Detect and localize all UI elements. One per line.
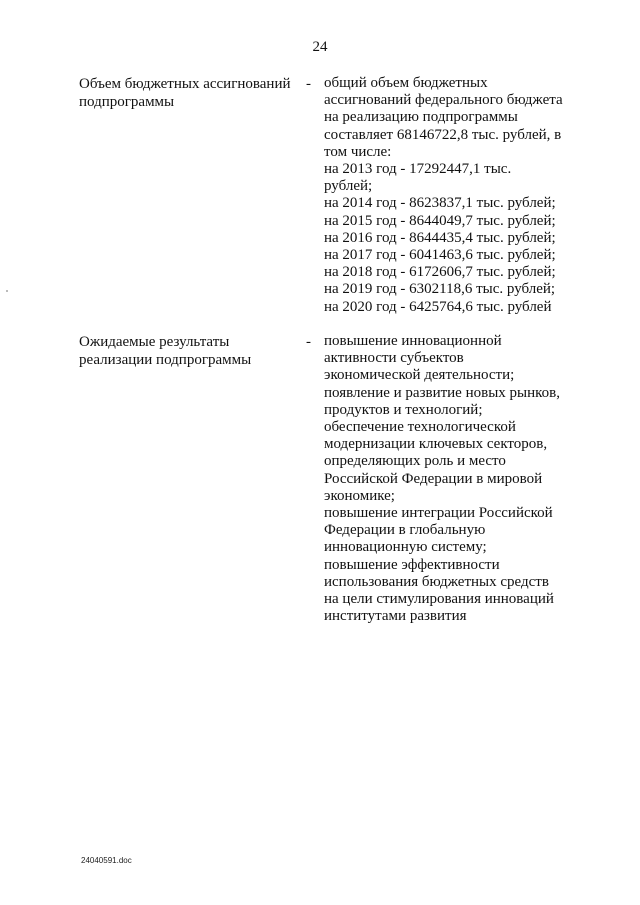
results-line: продуктов и технологий; [324, 401, 483, 418]
results-label [79, 333, 299, 369]
results-line: инновационную систему; [324, 539, 487, 556]
budget-line: рублей; [324, 178, 373, 195]
page-number: 24 [312, 39, 328, 55]
results-label-line: реализации подпрограммы [79, 352, 252, 368]
document-code: 24040591.doc [81, 856, 132, 865]
budget-line: на 2020 год - 6425764,6 тыс. рублей [324, 298, 552, 315]
results-line: повышение интеграции Российской [324, 505, 553, 522]
budget-line: том числе: [324, 143, 392, 160]
budget-line: на 2013 год - 17292447,1 тыс. [324, 161, 512, 178]
results-line: институтами развития [324, 608, 467, 625]
results-label-line: Ожидаемые результаты [79, 334, 230, 350]
budget-line: на 2014 год - 8623837,1 тыс. рублей; [324, 195, 556, 212]
results-line: появление и развитие новых рынков, [324, 384, 560, 401]
budget-label-line: Объем бюджетных ассигнований [79, 76, 291, 92]
results-line: обеспечение технологической [324, 419, 516, 436]
results-line: модернизации ключевых секторов, [324, 436, 548, 453]
budget-content [324, 75, 574, 316]
results-line: активности субъектов [324, 350, 464, 367]
budget-line: на 2015 год - 8644049,7 тыс. рублей; [324, 212, 556, 229]
results-line: использования бюджетных средств [324, 573, 549, 590]
results-line: Российской Федерации в мировой [324, 470, 543, 487]
results-line: определяющих роль и место [324, 453, 506, 470]
budget-line: на 2019 год - 6302118,6 тыс. рублей; [324, 281, 556, 298]
budget-line: ассигнований федерального бюджета [324, 92, 563, 109]
results-line: экономике; [324, 487, 395, 504]
budget-label [79, 75, 299, 111]
results-line: повышение эффективности [324, 556, 500, 573]
results-line: Федерации в глобальную [324, 522, 486, 539]
scan-speck [6, 290, 8, 292]
budget-label-line: подпрограммы [79, 94, 175, 110]
budget-line: составляет 68146722,8 тыс. рублей, в [324, 126, 562, 143]
budget-line: на 2016 год - 8644435,4 тыс. рублей; [324, 229, 556, 246]
results-line: на цели стимулирования инноваций [324, 591, 554, 608]
results-line: экономической деятельности; [324, 367, 515, 384]
results-dash: - [306, 334, 311, 350]
results-content [324, 333, 574, 625]
budget-line: на реализацию подпрограммы [324, 109, 518, 126]
budget-line: общий объем бюджетных [324, 75, 488, 91]
budget-line: на 2018 год - 6172606,7 тыс. рублей; [324, 264, 556, 281]
budget-line: на 2017 год - 6041463,6 тыс. рублей; [324, 247, 556, 264]
budget-dash: - [306, 76, 311, 92]
results-line: повышение инновационной [324, 333, 502, 349]
